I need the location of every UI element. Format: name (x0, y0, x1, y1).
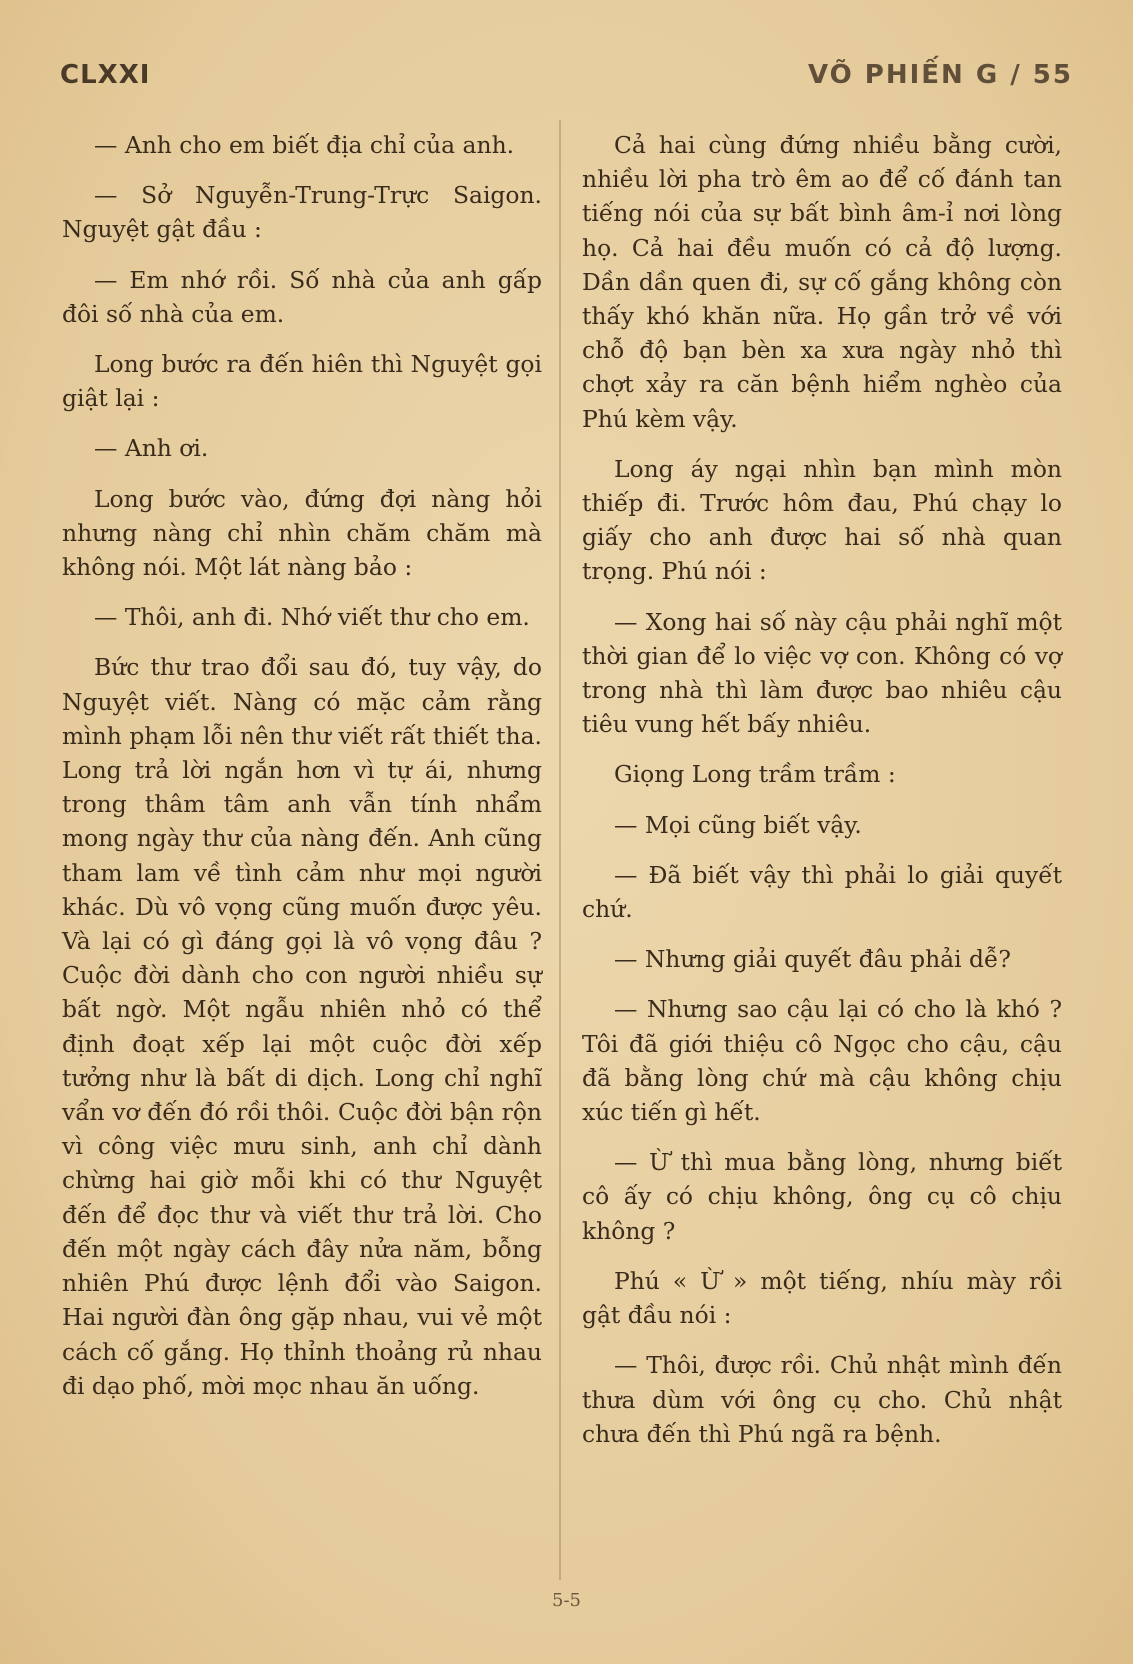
paragraph: Cả hai cùng đứng nhiều bằng cười, nhiều lời pha trò êm ao để cố đánh tan tiếng nói của sự bất bình âm-ỉ nơi lòng họ. Cả hai đều muốn có cả độ lượng. Dần dần quen đi, sự cố gắng không còn thấy khó khăn nữa. Họ gần trở về với chỗ độ bạn bèn xa xưa ngày nhỏ thì chợt xảy ra căn bệnh hiểm nghèo của Phú kèm vậy. (582, 131, 1062, 433)
page-footer-mark: 5-5 (552, 1590, 581, 1611)
paragraph: Bức thư trao đổi sau đó, tuy vậy, do Nguyệt viết. Nàng có mặc cảm rằng mình phạm lỗi nên thư viết rất thiết tha. Long trả lời ngắn hơn vì tự ái, nhưng trong thâm tâm anh vẫn tính nhẩm mong ngày thư của nàng đến. Anh cũng tham lam về tình cảm như mọi người khác. Dù vô vọng cũng muốn được yêu. Và lại có gì đáng gọi là vô vọng đâu ? Cuộc đời dành cho con người nhiều sự bất ngờ. Một ngẫu nhiên nhỏ có thể định đoạt xếp lại một cuộc đời xếp tưởng như là bất di dịch. Long chỉ nghĩ vẩn vơ đến đó rồi thôi. Cuộc đời bận rộn vì công việc mưu sinh, anh chỉ dành chừng hai giờ mỗi khi có thư Nguyệt đến để đọc thư và viết thư trả lời. Cho đến một ngày cách đây nửa năm, bỗng nhiên Phú được lệnh đổi vào Saigon. Hai người đàn ông gặp nhau, vui vẻ một cách cố gắng. Họ thỉnh thoảng rủ nhau đi dạo phố, mời mọc nhau ăn uống. (62, 653, 542, 1400)
paragraph: — Thôi, anh đi. Nhớ viết thư cho em. (94, 603, 530, 632)
paragraph: — Sở Nguyễn-Trung-Trực Saigon. Nguyệt gật đầu : (62, 181, 542, 244)
paragraph: — Đã biết vậy thì phải lo giải quyết chứ. (582, 860, 1062, 924)
paragraph: — Thôi, được rồi. Chủ nhật mình đến thưa dùm với ông cụ cho. Chủ nhật chưa đến thì Phú ngã ra bệnh. (582, 1351, 1062, 1448)
paragraph: Giọng Long trầm trầm : (614, 760, 896, 789)
paragraph: — Nhưng sao cậu lại có cho là khó ? Tôi đã giới thiệu cô Ngọc cho cậu, cậu đã bằng lòng chứ mà cậu không chịu xúc tiến gì hết. (582, 995, 1062, 1127)
chapter-number: CLXXI (60, 60, 151, 90)
paragraph: — Mọi cũng biết vậy. (614, 810, 862, 839)
paragraph: Phú « Ừ » một tiếng, nhíu mày rồi gật đầu nói : (582, 1266, 1062, 1330)
paragraph: — Em nhớ rồi. Số nhà của anh gấp đôi số nhà của em. (62, 265, 542, 328)
paragraph: — Nhưng giải quyết đâu phải dễ? (614, 945, 1011, 974)
running-title-page-number: VÕ PHIẾN G / 55 (807, 60, 1073, 90)
paragraph: — Anh cho em biết địa chỉ của anh. (94, 131, 515, 159)
paragraph: — Xong hai số này cậu phải nghĩ một thời gian để lo việc vợ con. Không có vợ trong nhà thì làm được bao nhiêu cậu tiêu vung hết bấy nhiêu. (582, 607, 1062, 739)
paragraph: Long bước vào, đứng đợi nàng hỏi nhưng nàng chỉ nhìn chăm chăm mà không nói. Một lát nàng bảo : (62, 484, 542, 582)
paragraph: Long áy ngại nhìn bạn mình mòn thiếp đi. Trước hôm đau, Phú chạy lo giấy cho anh được hai số nhà quan trọng. Phú nói : (582, 454, 1062, 586)
left-column (62, 128, 542, 1419)
paragraph: Long bước ra đến hiên thì Nguyệt gọi giật lại : (62, 350, 542, 413)
paragraph: — Anh ơi. (94, 434, 209, 463)
paragraph: — Ừ thì mua bằng lòng, nhưng biết cô ấy có chịu không, ông cụ cô chịu không ? (582, 1148, 1062, 1245)
column-divider (559, 120, 561, 1580)
running-header (60, 60, 1073, 100)
right-column (582, 128, 1062, 1467)
